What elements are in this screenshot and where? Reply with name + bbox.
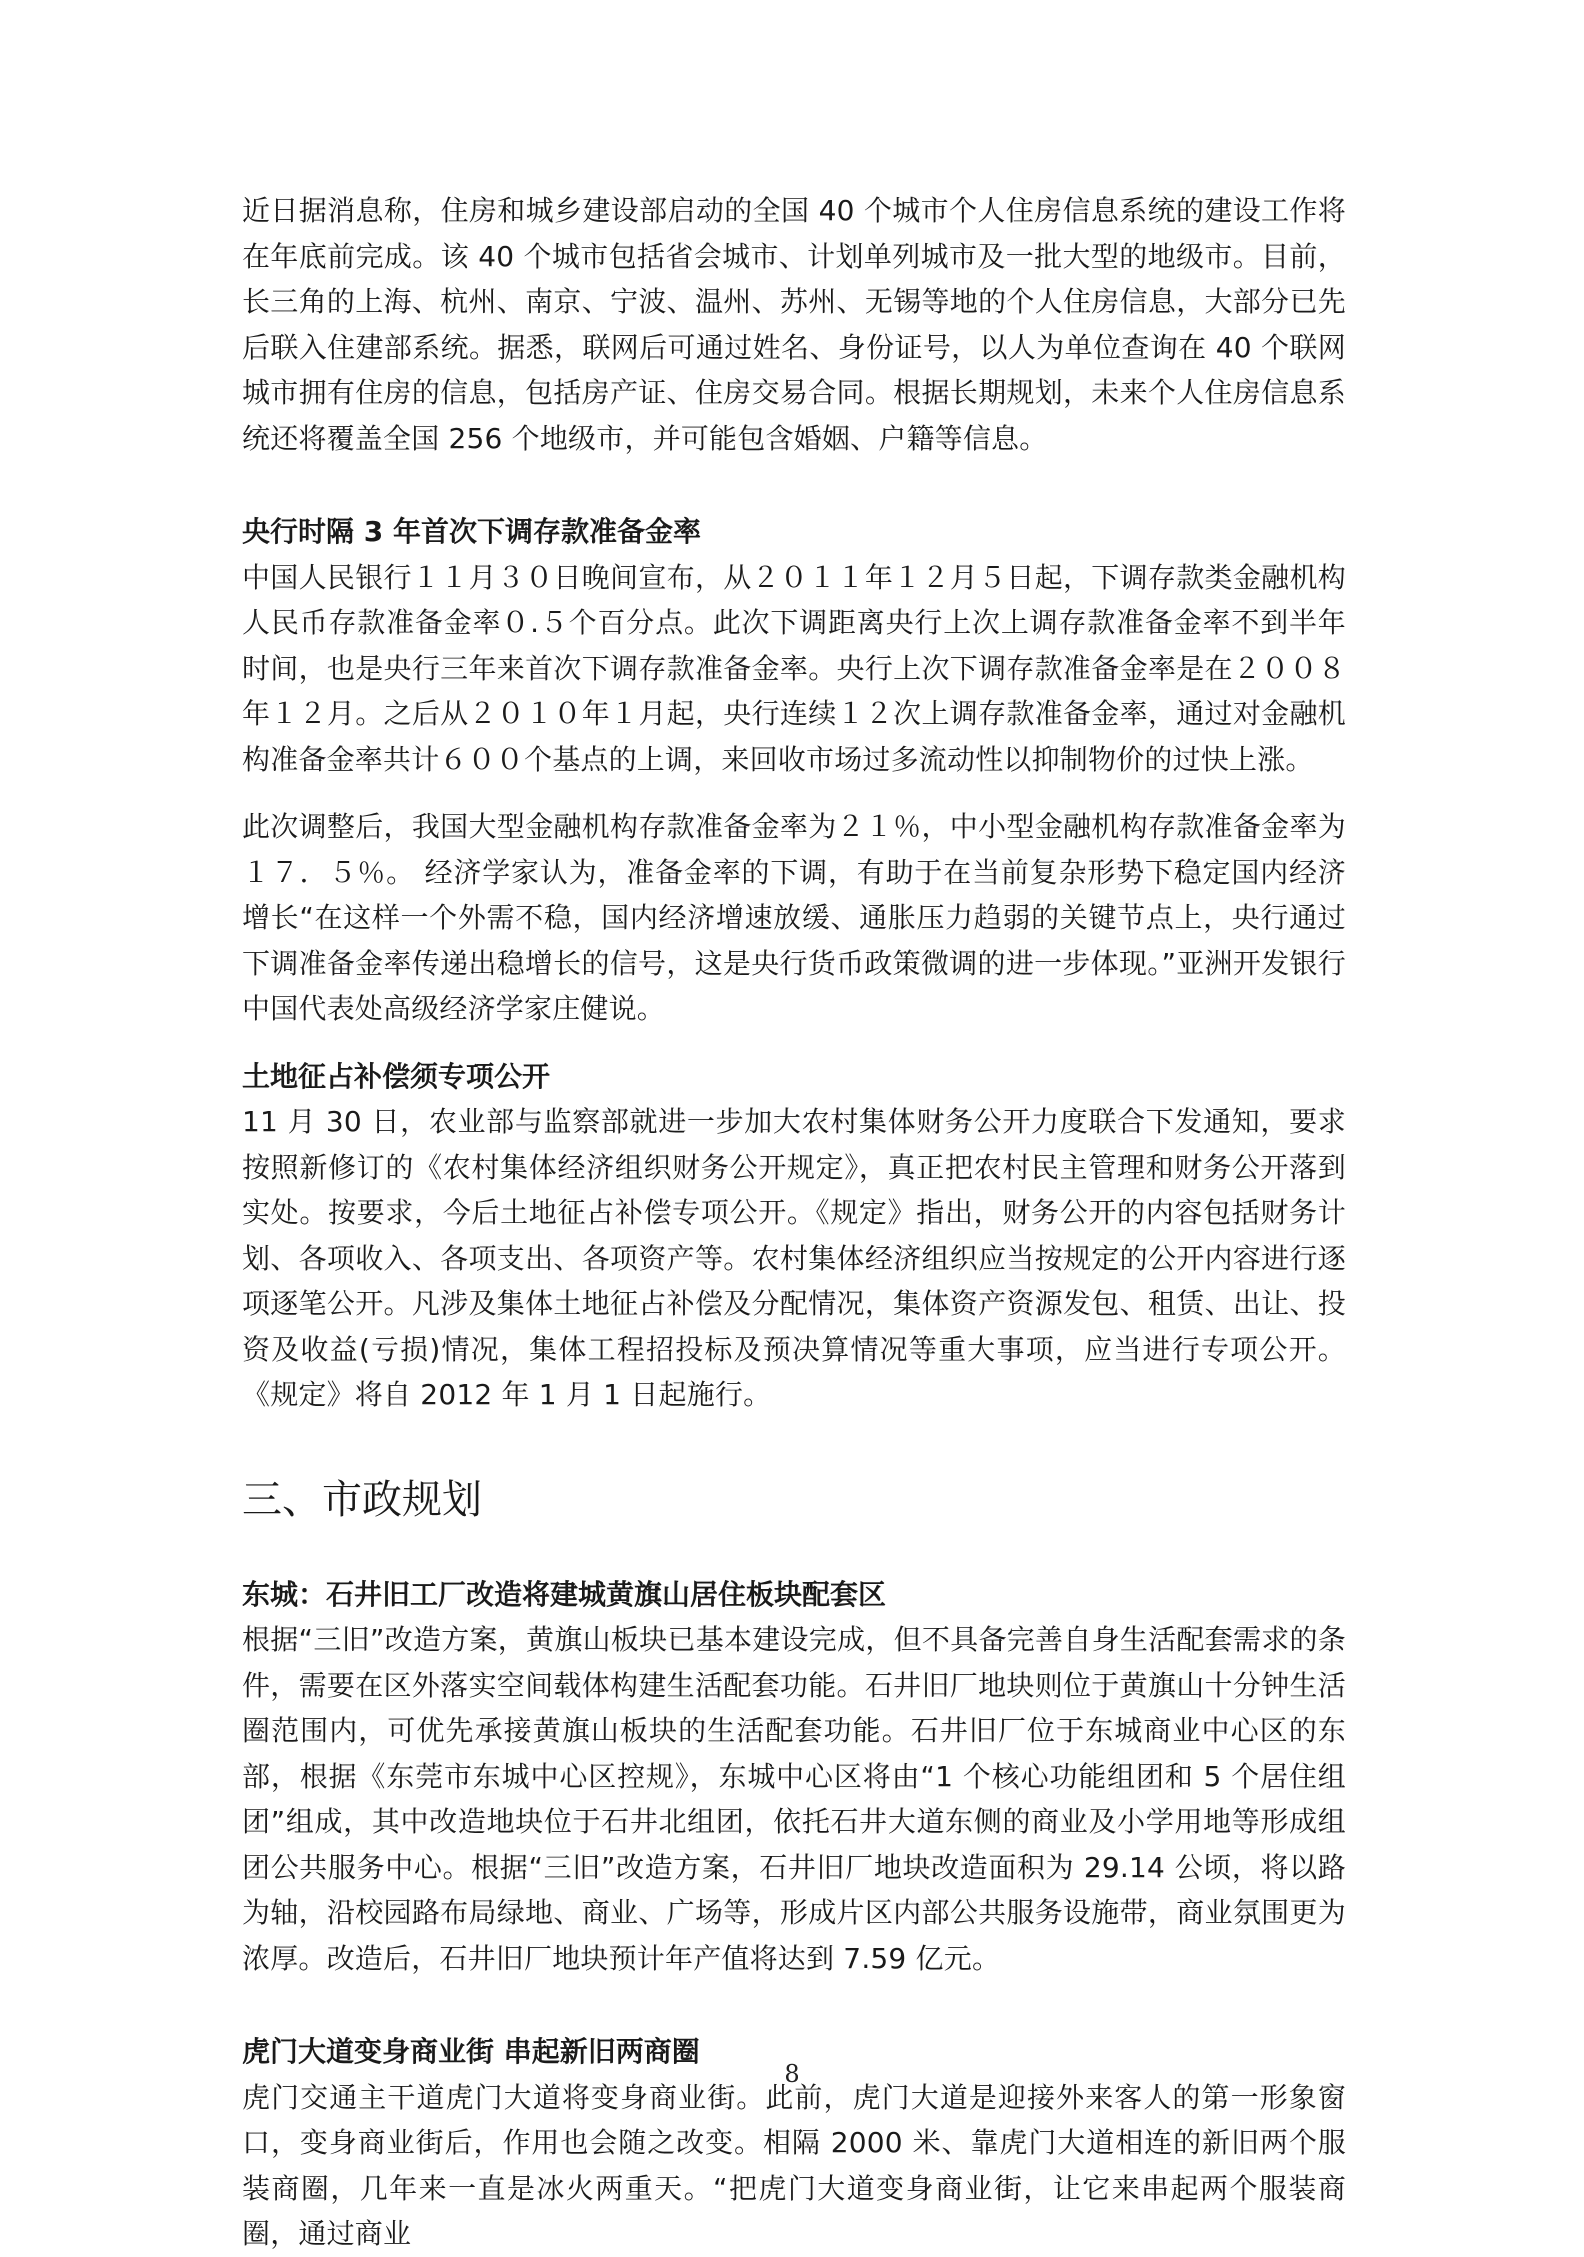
spacer (242, 782, 1346, 804)
reserve-ratio-paragraph-2: 此次调整后，我国大型金融机构存款准备金率为２１％，中小型金融机构存款准备金率为１７．５％。 经济学家认为，准备金率的下调，有助于在当前复杂形势下稳定国内经济增长“在这样一个外需不稳，国内经济增速放缓、通胀压力趋弱的关键节点上，央行通过下调准备金率传递出稳增长的信号，这是央行货币政策微调的进一步体现。”亚洲开发银行中国代表处高级经济学家庄健说。 (242, 810, 1346, 1025)
section-title: 三、市政规划 (242, 1476, 482, 1523)
page-content (242, 188, 1346, 2257)
land-compensation-paragraph: 11 月 30 日，农业部与监察部就进一步加大农村集体财务公开力度联合下发通知，要求按照新修订的《农村集体经济组织财务公开规定》，真正把农村民主管理和财务公开落到实处。按要求，今后土地征占补偿专项公开。《规定》指出，财务公开的内容包括财务计划、各项收入、各项支出、各项资产等。农村集体经济组织应当按规定的公开内容进行逐项逐笔公开。凡涉及集体土地征占补偿及分配情况，集体资产资源发包、租赁、出让、投资及收益(亏损)情况，集体工程招投标及预决算情况等重大事项，应当进行专项公开。《规定》将自 2012 年 1 月 1 日起施行。 (242, 1105, 1346, 1411)
spacer (242, 1530, 1346, 1572)
dongcheng-heading: 东城：石井旧工厂改造将建城黄旗山居住板块配套区 (242, 1577, 887, 1611)
page-number: 8 (784, 2060, 800, 2088)
land-compensation-heading: 土地征占补偿须专项公开 (242, 1059, 551, 1093)
spacer (242, 1032, 1346, 1054)
humen-heading: 虎门大道变身商业街 串起新旧两商圈 (242, 2035, 700, 2068)
intro-paragraph: 近日据消息称，住房和城乡建设部启动的全国 40 个城市个人住房信息系统的建设工作将在年底前完成。该 40 个城市包括省会城市、计划单列城市及一批大型的地级市。目前，长三角的上海、杭州、南京、宁波、温州、苏州、无锡等地的个人住房信息，大部分已先后联入住建部系统。据悉，联网后可通过姓名、身份证号，以人为单位查询在 40 个联网城市拥有住房的信息，包括房产证、住房交易合同。根据长期规划，未来个人住房信息系统还将覆盖全国 256 个地级市，并可能包含婚姻、户籍等信息。 (242, 194, 1346, 455)
spacer (242, 461, 1346, 509)
spacer (242, 1418, 1346, 1470)
reserve-ratio-paragraph-1: 中国人民银行１１月３０日晚间宣布，从２０１１年１２月５日起，下调存款类金融机构人民币存款准备金率０.５个百分点。此次下调距离央行上次上调存款准备金率不到半年时间，也是央行三年来首次下调存款准备金率。央行上次下调存款准备金率是在２００８年１２月。之后从２０１０年１月起，央行连续１２次上调存款准备金率，通过对金融机构准备金率共计６００个基点的上调，来回收市场过多流动性以抑制物价的过快上涨。 (242, 560, 1346, 776)
dongcheng-paragraph: 根据“三旧”改造方案，黄旗山板块已基本建设完成，但不具备完善自身生活配套需求的条件，需要在区外落实空间载体构建生活配套功能。石井旧厂地块则位于黄旗山十分钟生活圈范围内，可优先承接黄旗山板块的生活配套功能。石井旧厂位于东城商业中心区的东部，根据《东莞市东城中心区控规》，东城中心区将由“1 个核心功能组团和 5 个居住组团”组成，其中改造地块位于石井北组团，依托石井大道东侧的商业及小学用地等形成组团公共服务中心。根据“三旧”改造方案，石井旧厂地块改造面积为 29.14 公顷，将以路为轴，沿校园路布局绿地、商业、广场等，形成片区内部公共服务设施带，商业氛围更为浓厚。改造后，石井旧厂地块预计年产值将达到 7.59 亿元。 (242, 1623, 1346, 1975)
reserve-ratio-heading: 央行时隔 3 年首次下调存款准备金率 (242, 515, 701, 548)
humen-paragraph: 虎门交通主干道虎门大道将变身商业街。此前，虎门大道是迎接外来客人的第一形象窗口，变身商业街后，作用也会随之改变。相隔 2000 米、靠虎门大道相连的新旧两个服装商圈，几年来一直是冰火两重天。“把虎门大道变身商业街，让它来串起两个服装商圈，通过商业 (242, 2080, 1346, 2250)
spacer (242, 1981, 1346, 2029)
